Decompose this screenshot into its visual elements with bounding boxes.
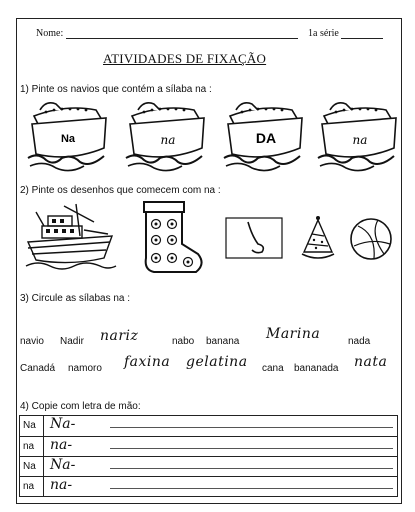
word-nada[interactable]: nada xyxy=(348,336,371,347)
copy-row-1-label: Na xyxy=(20,416,44,436)
copy-row-2[interactable] xyxy=(20,436,397,457)
ship-3[interactable] xyxy=(222,96,310,176)
copy-row-4-cursive: na- xyxy=(50,477,73,493)
section4-prompt: 4) Copie com letra de mão: xyxy=(20,401,141,412)
word-nariz[interactable]: nariz xyxy=(100,328,139,344)
copy-row-3-cursive: Na- xyxy=(50,457,76,473)
word-nata[interactable]: nata xyxy=(354,354,388,370)
copy-row-1[interactable] xyxy=(20,416,397,436)
word-faxina[interactable]: faxina xyxy=(124,354,171,370)
copy-row-2-guide xyxy=(110,448,393,449)
section2-prompt: 2) Pinte os desenhos que comecem com na : xyxy=(20,185,221,196)
section3-prompt: 3) Circule as sílabas na : xyxy=(20,293,131,304)
handwriting-table xyxy=(19,415,398,497)
word-nabo[interactable]: nabo xyxy=(172,336,195,347)
grade-line[interactable] xyxy=(341,38,383,39)
copy-row-3-label: Na xyxy=(20,457,44,477)
copy-row-2-cursive: na- xyxy=(50,437,73,453)
ship-4-label: na xyxy=(352,133,368,147)
grade-label: 1a série xyxy=(308,28,339,39)
name-field[interactable] xyxy=(36,28,298,39)
copy-row-4-label: na xyxy=(20,477,44,497)
copy-row-2-label: na xyxy=(20,437,44,457)
copy-row-4-guide xyxy=(110,488,393,489)
word-banana[interactable]: banana xyxy=(206,336,240,347)
word-namoro[interactable]: namoro xyxy=(68,363,102,374)
word-cana[interactable]: cana xyxy=(262,363,284,374)
word-marina[interactable]: Marina xyxy=(266,326,321,342)
word-nadir[interactable]: Nadir xyxy=(60,336,84,347)
nose-icon[interactable] xyxy=(224,216,284,260)
copy-row-1-cursive: Na- xyxy=(50,416,76,432)
ship-4[interactable] xyxy=(316,96,404,176)
ship-2[interactable] xyxy=(124,96,212,176)
name-line[interactable] xyxy=(66,38,298,39)
word-bananada[interactable]: bananada xyxy=(294,363,339,374)
grade-field xyxy=(308,28,383,39)
word-gelatina[interactable]: gelatina xyxy=(186,354,248,370)
ship-1[interactable] xyxy=(26,96,114,176)
ship-2-label: na xyxy=(160,133,176,147)
boat-icon[interactable] xyxy=(24,200,118,274)
party-hat-icon[interactable] xyxy=(298,214,338,264)
name-label: Nome: xyxy=(36,28,64,39)
sock-icon[interactable] xyxy=(140,200,206,278)
ship-1-label: Na xyxy=(60,133,76,145)
ball-icon[interactable] xyxy=(348,216,394,262)
copy-row-3-guide xyxy=(110,468,393,469)
copy-row-1-guide xyxy=(110,427,393,428)
copy-row-4[interactable] xyxy=(20,476,397,497)
ship-3-label: DA xyxy=(255,130,277,146)
copy-row-3[interactable] xyxy=(20,456,397,477)
section1-prompt: 1) Pinte os navios que contém a sílaba na : xyxy=(20,84,212,95)
word-navio[interactable]: navio xyxy=(20,336,44,347)
page-title: ATIVIDADES DE FIXAÇÃO xyxy=(103,51,267,66)
word-canada[interactable]: Canadá xyxy=(20,363,56,374)
